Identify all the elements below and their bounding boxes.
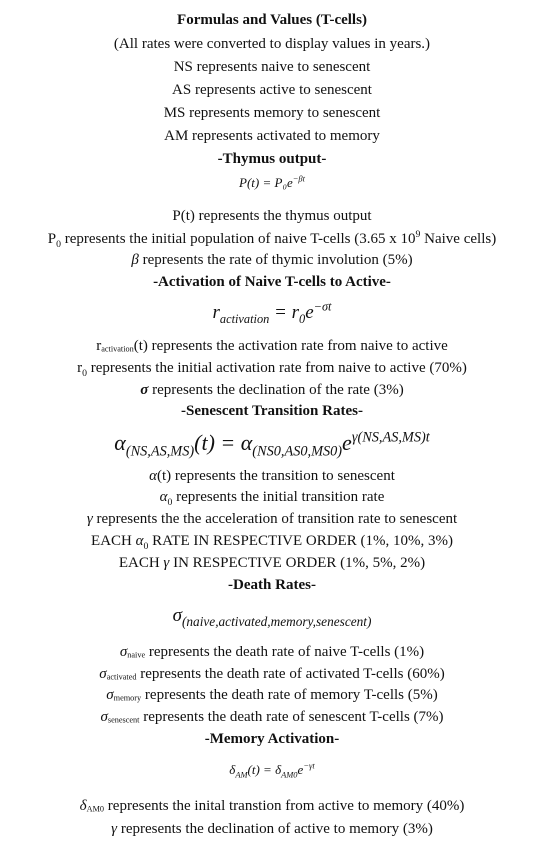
thymus-line-2-text: represents the initial population of naive T-cells (3.65 x 10 [61, 231, 416, 247]
abbreviation-ms: MS represents memory to senescent [163, 105, 381, 121]
activation-formula-lhs-sub: activation [219, 311, 270, 326]
thymus-line-1 [0, 207, 544, 225]
senescent-alpha-order-text: RATE IN RESPECTIVE ORDER (1%, 10%, 3%) [148, 533, 453, 549]
activation-formula-e: e [305, 302, 314, 323]
abbreviation-as: AS represents active to senescent [172, 82, 372, 98]
death-line-activated-symbol: σ [99, 666, 107, 682]
senescent-gamma-order-prefix: EACH [118, 555, 164, 571]
death-line-naive-subscript: naive [127, 650, 146, 660]
thymus-line-3-symbol: β [131, 252, 139, 268]
death-line-memory-symbol: σ [106, 687, 114, 703]
death-heading: -Death Rates- [228, 577, 316, 593]
activation-formula [0, 299, 544, 326]
memory-formula [0, 762, 544, 778]
death-formula-subscript: (naive,activated,memory,senescent) [181, 613, 372, 629]
memory-line-2-text: represents the declination of active to memory (3%) [117, 821, 433, 837]
thymus-line-3 [0, 251, 544, 269]
senescent-line-1-text: (t) represents the transition to senescent [157, 468, 395, 484]
thymus-line-2 [0, 230, 544, 248]
activation-line-1-subscript: activation [101, 344, 134, 354]
death-line-activated [0, 665, 544, 683]
memory-formula-mid-sub: AM0 [281, 769, 298, 780]
memory-formula-mid: (t) = δ [247, 762, 282, 777]
activation-line-1 [0, 337, 544, 355]
memory-heading: -Memory Activation- [204, 731, 340, 747]
activation-line-1-symbol: r [96, 338, 102, 354]
death-formula-symbol: σ [172, 605, 182, 626]
activation-line-2-symbol: r [77, 360, 83, 376]
death-line-naive-symbol: σ [119, 644, 128, 660]
thymus-line-2-superscript: 9 [415, 229, 421, 240]
activation-line-2 [0, 359, 544, 377]
senescent-gamma-order-symbol: γ [163, 555, 170, 571]
memory-line-2 [0, 820, 544, 838]
death-line-memory-text: represents the death rate of memory T-cells (5%) [141, 687, 438, 703]
senescent-line-3-text: represents the the acceleration of transition rate to senescent [92, 511, 458, 527]
thymus-formula-base: P(t) = P₀e [239, 175, 293, 190]
senescent-formula-lhs: α [114, 430, 126, 455]
activation-formula-exponent: −σt [313, 299, 332, 314]
senescent-formula-mid: (t) = α [194, 430, 253, 455]
thymus-line-2-tail: Naive cells) [420, 231, 497, 247]
activation-line-3-text: represents the declination of the rate (3%) [148, 382, 404, 398]
memory-formula-lhs: δ [229, 762, 236, 777]
activation-formula-lhs: r [212, 302, 220, 323]
memory-line-1-text: represents the inital transtion from active to memory (40%) [104, 798, 465, 814]
activation-formula-rhs: = r [269, 302, 300, 323]
thymus-line-3-text: represents the rate of thymic involution (5%) [138, 252, 413, 268]
memory-line-1-subscript: AM0 [86, 804, 105, 814]
memory-formula-exponent: −γt [303, 760, 315, 771]
death-line-memory-subscript: memory [113, 693, 142, 703]
death-formula [0, 605, 544, 627]
units-note: (All rates were converted to display values in years.) [113, 36, 431, 52]
abbreviation-am: AM represents activated to memory [164, 128, 380, 144]
document-title: Formulas and Values (T-cells) [177, 12, 367, 28]
death-line-senescent-symbol: σ [100, 709, 108, 725]
thymus-line-2-subscript: 0 [56, 239, 61, 250]
activation-line-3-symbol: σ [140, 382, 149, 398]
death-line-memory [0, 686, 544, 704]
senescent-line-2-subscript: 0 [167, 497, 173, 508]
senescent-formula [0, 429, 544, 460]
senescent-formula-mid-sub: (NS0,AS0,MS0) [252, 443, 343, 460]
death-line-naive [0, 643, 544, 661]
senescent-alpha-order [0, 532, 544, 550]
activation-line-2-text: represents the initial activation rate from naive to active (70%) [87, 360, 467, 376]
memory-line-1 [0, 797, 544, 815]
thymus-line-2-symbol: P [47, 231, 57, 247]
death-line-activated-subscript: activated [106, 672, 137, 682]
thymus-line-1-text: P(t) represents the thymus output [172, 208, 372, 224]
senescent-line-1-symbol: α [149, 468, 158, 484]
activation-line-2-subscript: 0 [82, 368, 87, 379]
activation-heading: -Activation of Naive T-cells to Active- [153, 274, 391, 290]
thymus-formula [0, 175, 544, 191]
activation-formula-rhs-sub: 0 [299, 311, 306, 326]
senescent-alpha-order-symbol: α [135, 533, 144, 549]
memory-formula-e: e [297, 762, 304, 777]
senescent-alpha-order-subscript: 0 [143, 541, 149, 552]
senescent-line-2-text: represents the initial transition rate [172, 489, 385, 505]
death-line-naive-text: represents the death rate of naive T-cells (1%) [145, 644, 425, 660]
senescent-gamma-order [0, 554, 544, 572]
senescent-formula-exponent: γ(NS,AS,MS)t [351, 429, 430, 446]
senescent-line-2-symbol: α [159, 489, 168, 505]
death-line-senescent-text: represents the death rate of senescent T-cells (7%) [139, 709, 444, 725]
abbreviation-ns: NS represents naive to senescent [173, 59, 371, 75]
memory-formula-lhs-sub: AM [235, 769, 248, 780]
memory-line-1-symbol: δ [79, 798, 87, 814]
thymus-formula-exponent: −βt [292, 173, 305, 184]
senescent-line-3 [0, 510, 544, 528]
senescent-formula-e: e [342, 430, 352, 455]
activation-line-3 [0, 381, 544, 399]
thymus-heading: -Thymus output- [217, 151, 327, 167]
senescent-heading: -Senescent Transition Rates- [181, 403, 363, 419]
death-line-senescent [0, 708, 544, 726]
senescent-line-1 [0, 467, 544, 485]
activation-line-1-text: (t) represents the activation rate from naive to active [133, 338, 448, 354]
senescent-gamma-order-text: IN RESPECTIVE ORDER (1%, 5%, 2%) [169, 555, 426, 571]
senescent-line-3-symbol: γ [86, 511, 93, 527]
senescent-line-2 [0, 488, 544, 506]
senescent-alpha-order-prefix: EACH [91, 533, 136, 549]
senescent-formula-lhs-sub: (NS,AS,MS) [125, 443, 195, 460]
death-line-senescent-subscript: senescent [107, 715, 140, 725]
memory-line-2-symbol: γ [111, 821, 118, 837]
death-line-activated-text: represents the death rate of activated T-cells (60%) [136, 666, 445, 682]
